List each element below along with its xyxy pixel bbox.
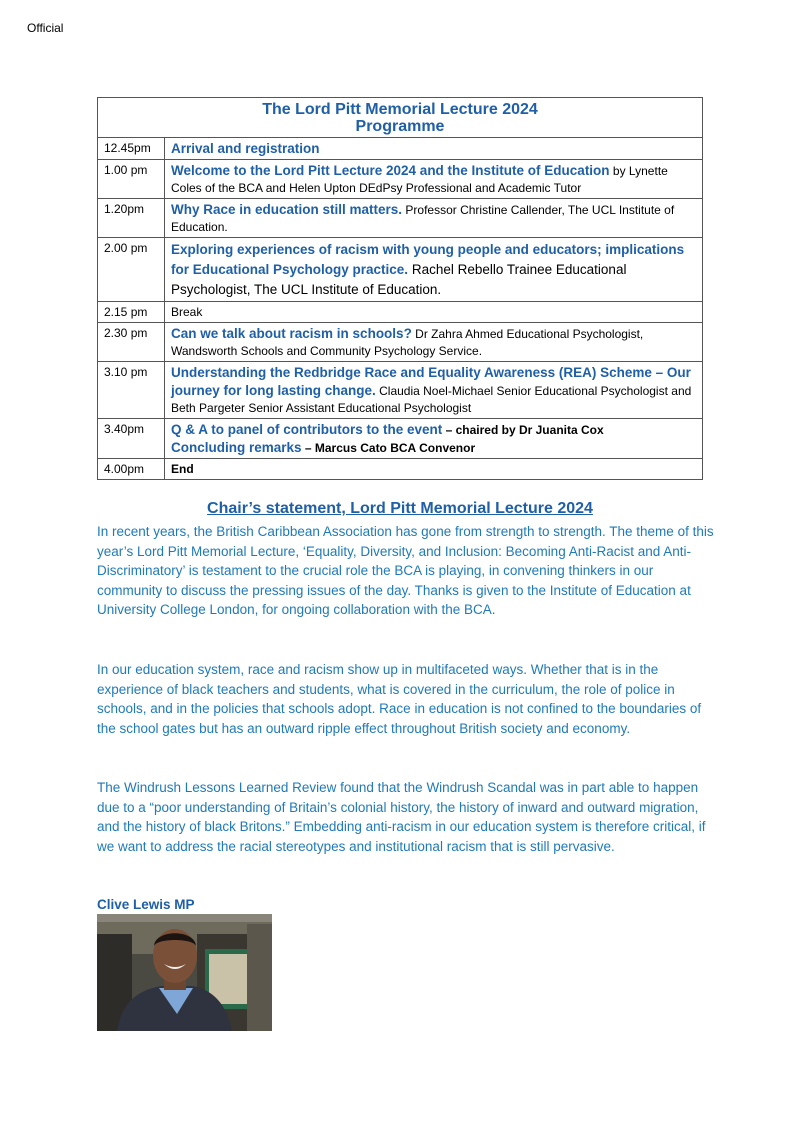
row-time: 4.00pm [98,459,165,480]
row-highlight: Why Race in education still matters. [171,202,403,217]
table-row [98,238,703,302]
table-row [98,160,703,199]
row-highlight: Can we talk about racism in schools? [171,326,412,341]
row-time: 3.10 pm [98,362,165,419]
row-highlight: Welcome to the Lord Pitt Lecture 2024 and the Institute of Education [171,163,610,178]
row-detail: by Lynette Coles of the BCA and Helen Upton DEdPsy Professional and Academic Tutor [171,164,668,195]
statement-paragraph-1: In recent years, the British Caribbean Association has gone from strength to strength. The theme of this year’s Lord Pitt Memorial Lecture, ‘Equality, Diversity, and Inclusion: Becoming Anti-Racist and Anti-Discriminatory’ is testament to the crucial role the BCA is playing, in convening thinkers in our community to discuss the pressing issues of the day. Thanks is given to the Institute of Education at University College London, for ongoing collaboration with the BCA. [97,524,714,618]
table-row [98,302,703,323]
row-detail: Professor Christine Callender, The UCL Institute of Education. [171,203,675,234]
row-time: 1.00 pm [98,160,165,199]
table-row [98,199,703,238]
row-time: 2.30 pm [98,323,165,362]
programme-title-row [98,98,703,138]
table-row [98,459,703,480]
row-time: 12.45pm [98,138,165,160]
programme-subtitle: Programme [355,118,445,135]
programme-title: The Lord Pitt Memorial Lecture 2024 [262,101,538,118]
classification-label: Official [27,21,64,35]
statement-paragraph-2: In our education system, race and racism show up in multifaceted ways. Whether that is in the experience of black teachers and students, what is covered in the curriculum, the role of police in schools, and in the policies that schools adopt. Race in education is not confined to the boundaries of the school gates but has an outward ripple effect throughout British society and economy. [97,662,702,736]
row-detail: Dr Zahra Ahmed Educational Psychologist, Wandsworth Schools and Community Psychology Service. [171,327,644,358]
row-detail: End [171,462,194,476]
row-highlight: Exploring experiences of racism with young people and educators; implications for Educational Psychology practice. [171,242,685,277]
row-detail-secondary: – Marcus Cato BCA Convenor [301,441,476,455]
row-highlight: Q & A to panel of contributors to the event [171,422,443,437]
row-highlight: Arrival and registration [171,141,320,156]
table-row [98,362,703,419]
row-detail: – chaired by Dr Juanita Cox [442,423,604,437]
table-row [98,419,703,459]
row-highlight: Understanding the Redbridge Race and Equality Awareness (REA) Scheme – Our journey for long lasting change. [171,365,691,398]
table-row [98,138,703,160]
statement-paragraph-3: The Windrush Lessons Learned Review found that the Windrush Scandal was in part able to happen due to a “poor understanding of Britain’s colonial history, the history of inward and outward migration, and the history of black Britons.” Embedding anti-racism in our education system is therefore critical, if we want to address the racial stereotypes and institutional racism that is still pervasive. [97,780,706,854]
row-detail: Rachel Rebello Trainee Educational Psychologist, The UCL Institute of Education. [171,262,627,297]
chair-statement-title: Chair’s statement, Lord Pitt Memorial Lecture 2024 [207,500,593,517]
portrait-photo [97,914,272,1031]
table-row [98,323,703,362]
row-time: 2.00 pm [98,238,165,302]
row-detail: Claudia Noel-Michael Senior Educational Psychologist and Beth Pargeter Senior Assistant Educational Psychologist [171,384,692,415]
programme-table [97,97,703,480]
row-time: 1.20pm [98,199,165,238]
row-detail: Break [171,305,203,319]
row-time: 3.40pm [98,419,165,459]
signoff-name: Clive Lewis MP [97,897,195,912]
row-highlight-secondary: Concluding remarks [171,440,302,455]
row-time: 2.15 pm [98,302,165,323]
